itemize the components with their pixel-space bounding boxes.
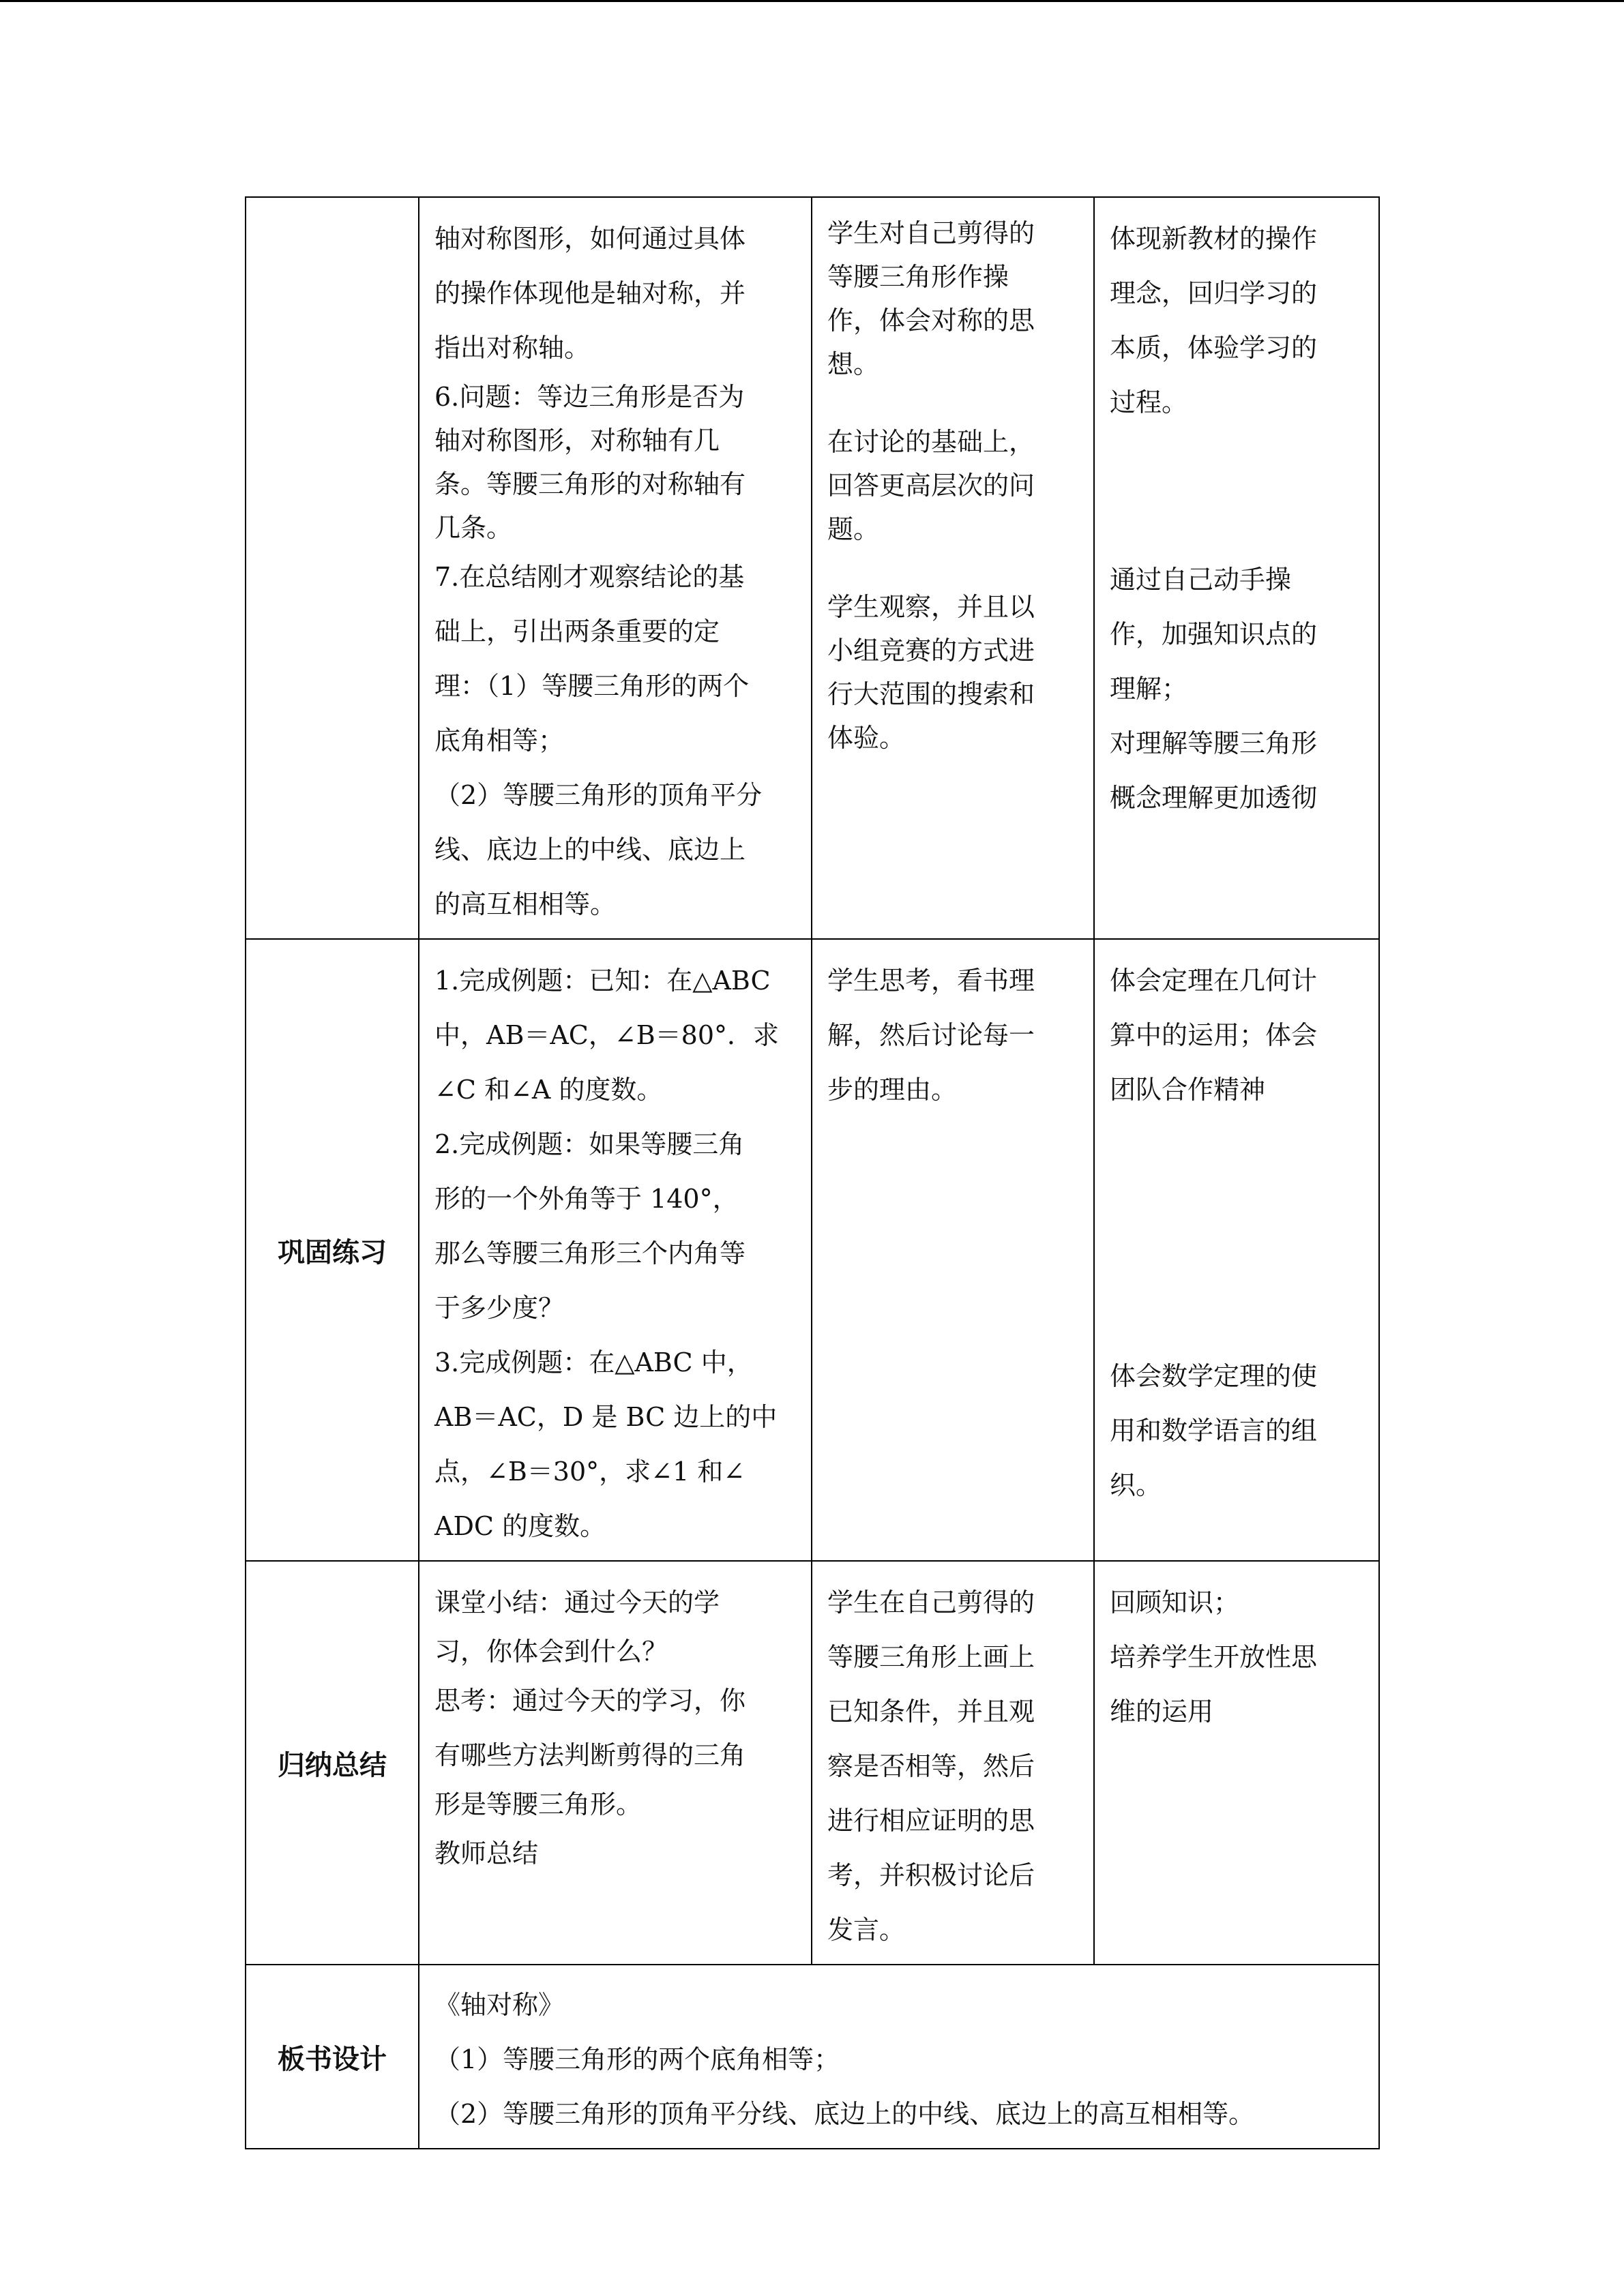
text-line: 6.问题：等边三角形是否为 — [434, 382, 745, 412]
text-line: 培养学生开放性思 — [1110, 1642, 1318, 1672]
text-line: 过程。 — [1110, 387, 1188, 417]
board-title: 《轴对称》 — [434, 1990, 565, 2020]
design-intent-cell — [1094, 939, 1379, 1561]
text-line: AB＝AC，D 是 BC 边上的中 — [434, 1402, 778, 1432]
intent-block-new-curriculum — [1110, 211, 1363, 430]
text-line: 础上，引出两条重要的定 — [434, 616, 720, 646]
text-line: 作，加强知识点的 — [1110, 619, 1318, 649]
student-block-discussion — [827, 420, 1078, 551]
text-line: 体现新教材的操作 — [1110, 224, 1318, 254]
text-line: 维的运用 — [1110, 1697, 1214, 1727]
text-line: 团队合作精神 — [1110, 1075, 1266, 1105]
board-line: （1）等腰三角形的两个底角相等； — [434, 2044, 840, 2074]
text-line: 点，∠B＝30°，求∠1 和∠ — [434, 1457, 745, 1487]
lesson-plan-table — [245, 196, 1380, 2149]
text-line: 等腰三角形作操 — [827, 262, 1009, 292]
intent-block-hands-on — [1110, 552, 1363, 825]
text-line: 1.完成例题：已知：在△ABC — [434, 966, 771, 996]
text-line: 体验。 — [827, 723, 906, 753]
text-line: ADC 的度数。 — [434, 1511, 606, 1541]
stage-cell-empty — [246, 197, 419, 939]
text-line: 进行相应证明的思 — [827, 1806, 1035, 1836]
teacher-block-theorems — [434, 550, 796, 931]
text-line: 学生观察，并且以 — [827, 592, 1035, 622]
text-line: 织。 — [1110, 1470, 1162, 1500]
text-line: 行大范围的搜索和 — [827, 679, 1035, 709]
text-line: 课堂小结：通过今天的学 — [434, 1587, 720, 1617]
text-line: 体会数学定理的使 — [1110, 1361, 1318, 1391]
text-line: 题。 — [827, 514, 880, 544]
text-line: 概念理解更加透彻 — [1110, 783, 1318, 813]
text-line: 学生对自己剪得的 — [827, 218, 1035, 248]
text-line: 回答更高层次的问 — [827, 471, 1035, 501]
text-line: 学生思考，看书理 — [827, 966, 1035, 996]
text-line: 理念，回归学习的 — [1110, 278, 1318, 308]
text-line: 体会定理在几何计 — [1110, 966, 1318, 996]
table-row-board-design — [246, 1965, 1379, 2149]
stage-label-summary: 归纳总结 — [246, 1561, 419, 1965]
student-block-operation — [827, 211, 1078, 386]
text-line: 形的一个外角等于 140°， — [434, 1184, 739, 1214]
student-activity-cell — [812, 939, 1094, 1561]
text-line: 习，你体会到什么？ — [434, 1637, 668, 1667]
text-line: 教师总结 — [434, 1838, 539, 1868]
summary-student-text — [812, 1562, 1093, 1964]
text-line: 有哪些方法判断剪得的三角 — [434, 1740, 746, 1770]
text-line: 轴对称图形，对称轴有几 — [434, 426, 720, 456]
text-line: 那么等腰三角形三个内角等 — [434, 1238, 746, 1268]
board-line: （2）等腰三角形的顶角平分线、底边上的中线、底边上的高互相相等。 — [434, 2099, 1255, 2129]
text-line: 解，然后讨论每一 — [827, 1020, 1035, 1050]
text-line: 算中的运用；体会 — [1110, 1020, 1318, 1050]
teacher-block-question-6 — [434, 375, 796, 550]
text-line: 学生在自己剪得的 — [827, 1587, 1035, 1617]
text-line: 理解； — [1110, 674, 1188, 704]
text-line: 7.在总结刚才观察结论的基 — [434, 562, 745, 592]
summary-intent-text — [1095, 1562, 1378, 1746]
text-line: 察是否相等，然后 — [827, 1751, 1035, 1781]
text-line: 线、底边上的中线、底边上 — [434, 835, 746, 865]
text-line: 于多少度？ — [434, 1293, 565, 1323]
text-line: 3.完成例题：在△ABC 中， — [434, 1347, 753, 1377]
text-line: （2）等腰三角形的顶角平分 — [434, 780, 763, 810]
text-line: 2.完成例题：如果等腰三角 — [434, 1129, 745, 1159]
intent-block-theorem-use — [1110, 953, 1363, 1117]
text-line: 考，并积极讨论后 — [827, 1860, 1035, 1890]
text-line: 中，AB＝AC，∠B＝80°．求 — [434, 1020, 780, 1050]
text-line: 通过自己动手操 — [1110, 565, 1292, 595]
text-line: 小组竞赛的方式进 — [827, 636, 1035, 666]
text-line: 本质，体验学习的 — [1110, 333, 1318, 363]
summary-teacher-text — [419, 1562, 811, 1888]
text-line: 理：（1）等腰三角形的两个 — [434, 671, 750, 701]
design-intent-cell — [1094, 1561, 1379, 1965]
table-row-practice — [246, 939, 1379, 1561]
text-line: 发言。 — [827, 1915, 906, 1945]
stage-label-board-design: 板书设计 — [246, 1965, 419, 2149]
teacher-activity-cell — [419, 939, 812, 1561]
top-border-line — [0, 0, 1624, 2]
text-line: 的操作体现他是轴对称，并 — [434, 278, 746, 308]
text-line: 条。等腰三角形的对称轴有 — [434, 469, 746, 499]
text-line: 等腰三角形上画上 — [827, 1642, 1035, 1672]
table-row-continuation — [246, 197, 1379, 939]
text-line: 形是等腰三角形。 — [434, 1789, 643, 1819]
teacher-activity-cell — [419, 197, 812, 939]
text-line: 已知条件，并且观 — [827, 1697, 1035, 1727]
text-line: 对理解等腰三角形 — [1110, 728, 1318, 758]
text-line: 回顾知识； — [1110, 1587, 1240, 1617]
board-design-cell — [419, 1965, 1379, 2149]
table-row-summary — [246, 1561, 1379, 1965]
teacher-activity-cell — [419, 1561, 812, 1965]
text-line: 用和数学语言的组 — [1110, 1416, 1318, 1446]
design-intent-cell — [1094, 197, 1379, 939]
text-line: 想。 — [827, 349, 880, 379]
student-activity-cell — [812, 1561, 1094, 1965]
text-line: 底角相等； — [434, 726, 565, 756]
student-activity-cell — [812, 197, 1094, 939]
text-line: 几条。 — [434, 513, 513, 543]
intent-block-math-language — [1110, 1349, 1363, 1512]
text-line: 作，体会对称的思 — [827, 305, 1035, 336]
text-line: 的高互相相等。 — [434, 889, 617, 919]
text-line: 轴对称图形，如何通过具体 — [434, 224, 746, 254]
teacher-block-axis-operation — [434, 211, 796, 375]
text-line: 步的理由。 — [827, 1075, 958, 1105]
text-line: ∠C 和∠A 的度数。 — [434, 1075, 663, 1105]
student-block-observation — [827, 585, 1078, 760]
text-line: 思考：通过今天的学习，你 — [434, 1686, 746, 1716]
text-line: 指出对称轴。 — [434, 333, 591, 363]
practice-exercises — [419, 940, 811, 1560]
text-line: 在讨论的基础上， — [827, 427, 1035, 457]
stage-label-practice: 巩固练习 — [246, 939, 419, 1561]
